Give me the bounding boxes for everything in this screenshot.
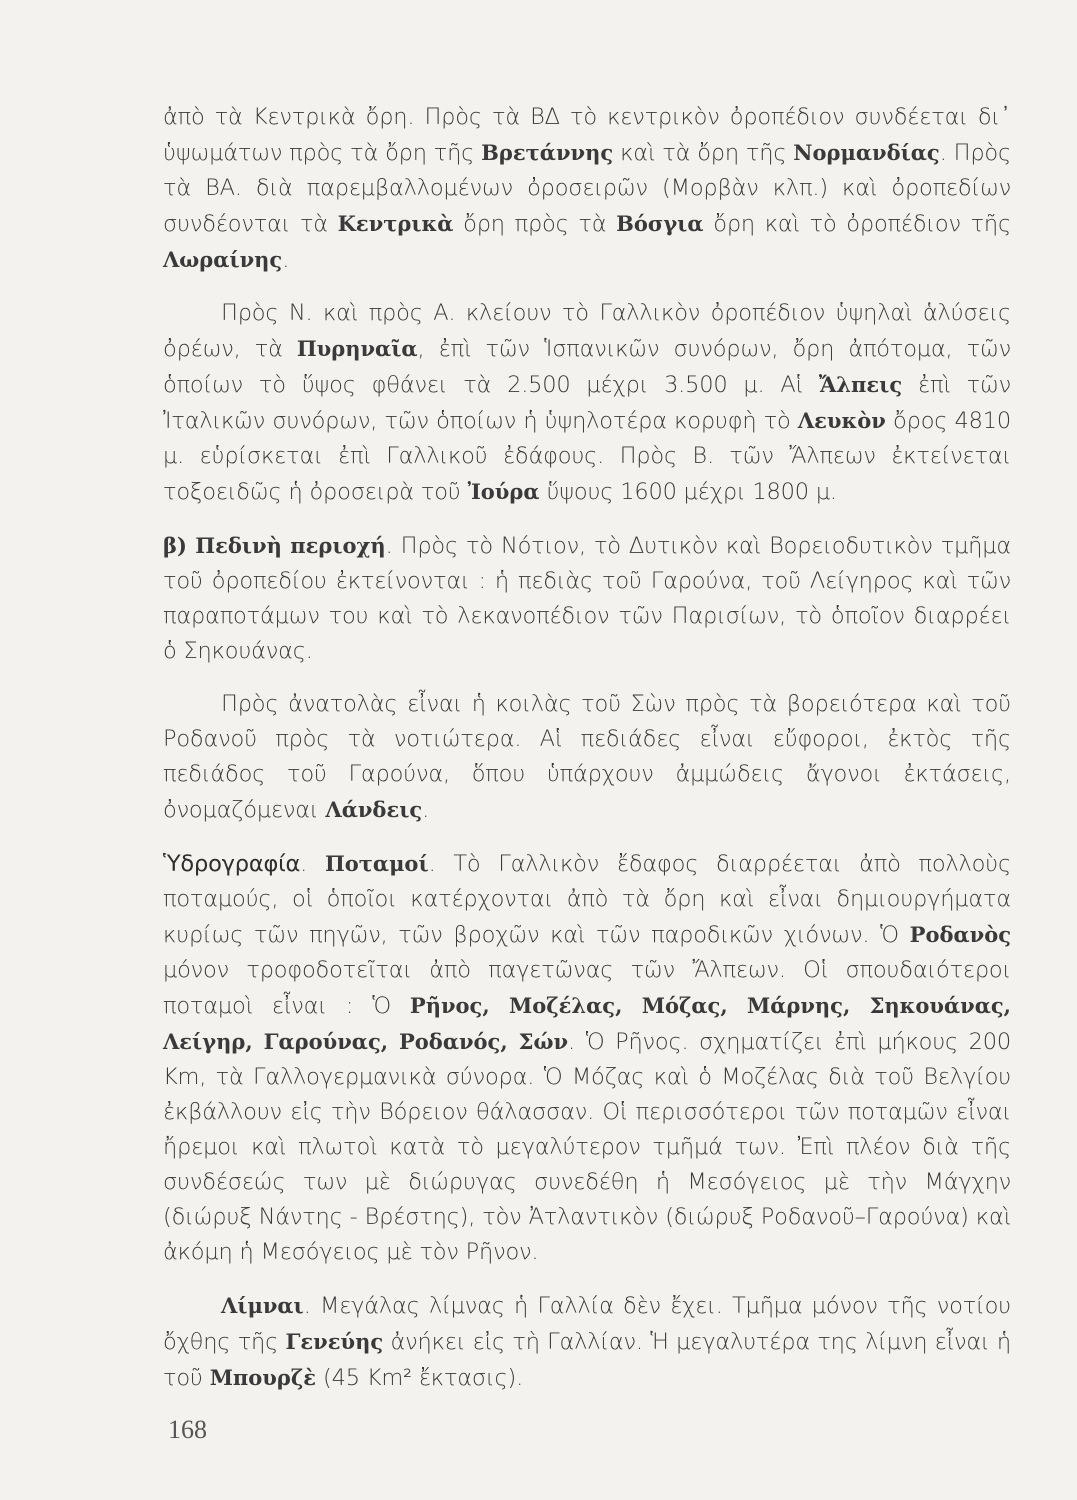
bold-term: Ἄλπεις — [818, 372, 903, 397]
bold-term: Λευκὸν — [797, 408, 886, 433]
paragraph — [163, 687, 1011, 828]
text-run: , ἐπὶ τῶν Ἱσπανικῶν συνόρων, ὄρη ἀπότομα, τῶν ὁποίων τὸ ὕψος φθάνει τὰ 2.500 μέχρι 3.500 μ. Αἱ — [163, 336, 1011, 398]
text-run: ὄρη πρὸς τὰ — [453, 211, 617, 237]
text-run: μόνον τροφοδοτεῖται ἀπὸ παγετῶνας τῶν Ἄλπεων. Οἱ σπουδαιότεροι ποταμοὶ εἶναι : Ὁ — [163, 957, 1011, 1019]
page-body — [163, 100, 1011, 1414]
paragraph — [163, 296, 1011, 510]
bold-term: Γενεύης — [285, 1329, 384, 1354]
bold-term: β) Πεδινὴ περιοχή — [163, 533, 386, 558]
bold-term: Ποταμοί — [324, 851, 429, 876]
text-run: καὶ τὰ ὄρη τῆς — [613, 140, 794, 166]
paragraph — [163, 100, 1011, 278]
text-run: . — [282, 247, 290, 273]
bold-term: Βόσγια — [616, 211, 704, 236]
text-run: Πρὸς Ν. καὶ πρὸς Α. κλείουν τὸ Γαλλικὸν ὀροπέδιον ὑψηλαὶ ἁλύσεις ὀρέων, τὰ — [163, 300, 1011, 362]
text-run: ὄρος 4810 μ. εὑρίσκεται ἐπὶ Γαλλικοῦ ἐδάφους. Πρὸς Β. τῶν Ἄλπεων ἐκτείνεται τοξοειδῶς ἡ ὀροσειρὰ τοῦ — [163, 408, 1011, 505]
paragraph — [163, 846, 1011, 1270]
text-run: . Ὁ Ρῆνος. σχηματίζει ἐπὶ μήκους 200 Km, τὰ Γαλλογερμανικὰ σύνορα. Ὁ Μόζας καὶ ὁ Μοζέλας διὰ τοῦ Βελγίου ἐκβάλλουν εἰς τὴν Βόρειον θάλασσαν. Οἱ περισσότεροι τῶν ποταμῶν εἶναι ἤρεμοι καὶ πλωτοὶ κατὰ τὸ μεγαλύτερον τμῆμά των. Ἐπὶ πλέον διὰ τῆς συνδέσεώς των μὲ διώρυγας συνεδέθη ἡ Μεσόγειος μὲ τὴν Μάγχην (διώρυξ Νάντης - Βρέστης), τὸν Ἀτλαντικὸν (διώρυξ Ροδανοῦ–Γαρούνα) καὶ ἀκόμη ἡ Μεσόγειος μὲ τὸν Ρῆνον. — [163, 1029, 1012, 1265]
bold-term: Λωραίνης — [163, 247, 283, 272]
bold-term: Ροδανὸς — [909, 922, 1011, 947]
bold-term: Ἰούρα — [467, 479, 540, 504]
text-run: ἀνήκει εἰς τὴ Γαλλίαν. Ἡ μεγαλυτέρα της λίμνη εἶναι ἡ τοῦ — [163, 1329, 1011, 1391]
bold-term: Ρῆνος, Μοζέλας, Μόζας, Μάρνης, Σηκουάνας, Λείγηρ, Γαρούνας, Ροδανός, Σών — [163, 993, 1011, 1054]
text-run: . Πρὸς τὸ Νότιον, τὸ Δυτικὸν καὶ Βορειοδυτικὸν τμῆμα τοῦ ὀροπεδίου ἐκτείνονται : ἡ πεδιὰς τοῦ Γαρούνα, τοῦ Λείγηρος καὶ τῶν παραποτάμων του καὶ τὸ λεκανοπέδιον τῶν Παρισίων, τὸ ὁποῖον διαρρέει ὁ Σηκουάνας. — [163, 533, 1011, 664]
text-run: (45 Km² ἔκτασις). — [316, 1365, 524, 1391]
text-run: . — [300, 851, 325, 877]
text-run: ὕψους 1600 μέχρι 1800 μ. — [539, 479, 837, 505]
text-run: ἀπὸ τὰ Κεντρικὰ ὄρη. Πρὸς τὰ ΒΔ τὸ κεντρικὸν ὀροπέδιον συνδέεται δι᾿ ὑψωμάτων πρὸς τὰ ὄρη τῆς — [163, 104, 1011, 166]
text-run: . Τὸ Γαλλικὸν ἔδαφος διαρρέεται ἀπὸ πολλοὺς ποταμούς, οἱ ὁποῖοι κατέρχονται ἀπὸ τὰ ὄρη καὶ εἶναι δημιουργήματα κυρίως τῶν πηγῶν, τῶν βροχῶν καὶ τῶν παροδικῶν χιόνων. Ὁ — [163, 851, 1012, 948]
bold-term: Βρετάννης — [481, 140, 614, 165]
section-heading: Ὑδρογραφία — [163, 851, 301, 877]
bold-term: Λάνδεις — [325, 797, 423, 822]
paragraph — [163, 528, 1011, 669]
paragraph — [163, 1288, 1011, 1396]
text-run: ἐπὶ τῶν Ἰταλικῶν συνόρων, τῶν ὁποίων ἡ ὑψηλοτέρα κορυφὴ τὸ — [163, 372, 1011, 434]
text-run: . Πρὸς τὰ ΒΑ. διὰ παρεμβαλλομένων ὀροσειρῶν (Μορβὰν κλπ.) καὶ ὀροπεδίων συνδέονται τὰ — [163, 140, 1011, 237]
bold-term: Λίμναι — [221, 1293, 304, 1318]
text-run: . Μεγάλας λίμνας ἡ Γαλλία δὲν ἔχει. Τμῆμα μόνον τῆς νοτίου ὄχθης τῆς — [163, 1293, 1011, 1355]
text-run: ὄρη καὶ τὸ ὀροπέδιον τῆς — [703, 211, 1011, 237]
bold-term: Πυρηναῖα — [296, 336, 418, 361]
bold-term: Κεντρικὰ — [337, 211, 454, 236]
page-number: 168 — [168, 1415, 207, 1444]
bold-term: Μπουρζὲ — [209, 1365, 317, 1390]
text-run: Πρὸς ἀνατολὰς εἶναι ἡ κοιλὰς τοῦ Σὼν πρὸς τὰ βορειότερα καὶ τοῦ Ροδανοῦ πρὸς τὰ νοτιώτερα. Αἱ πεδιάδες εἶναι εὔφοροι, ἐκτὸς τῆς πεδιάδος τοῦ Γαρούνα, ὅπου ὑπάρχουν ἀμμώδεις ἄγονοι ἐκτάσεις, ὀνομαζόμεναι — [163, 691, 1011, 823]
text-run: . — [422, 797, 430, 823]
bold-term: Νορμανδίας — [793, 140, 940, 165]
